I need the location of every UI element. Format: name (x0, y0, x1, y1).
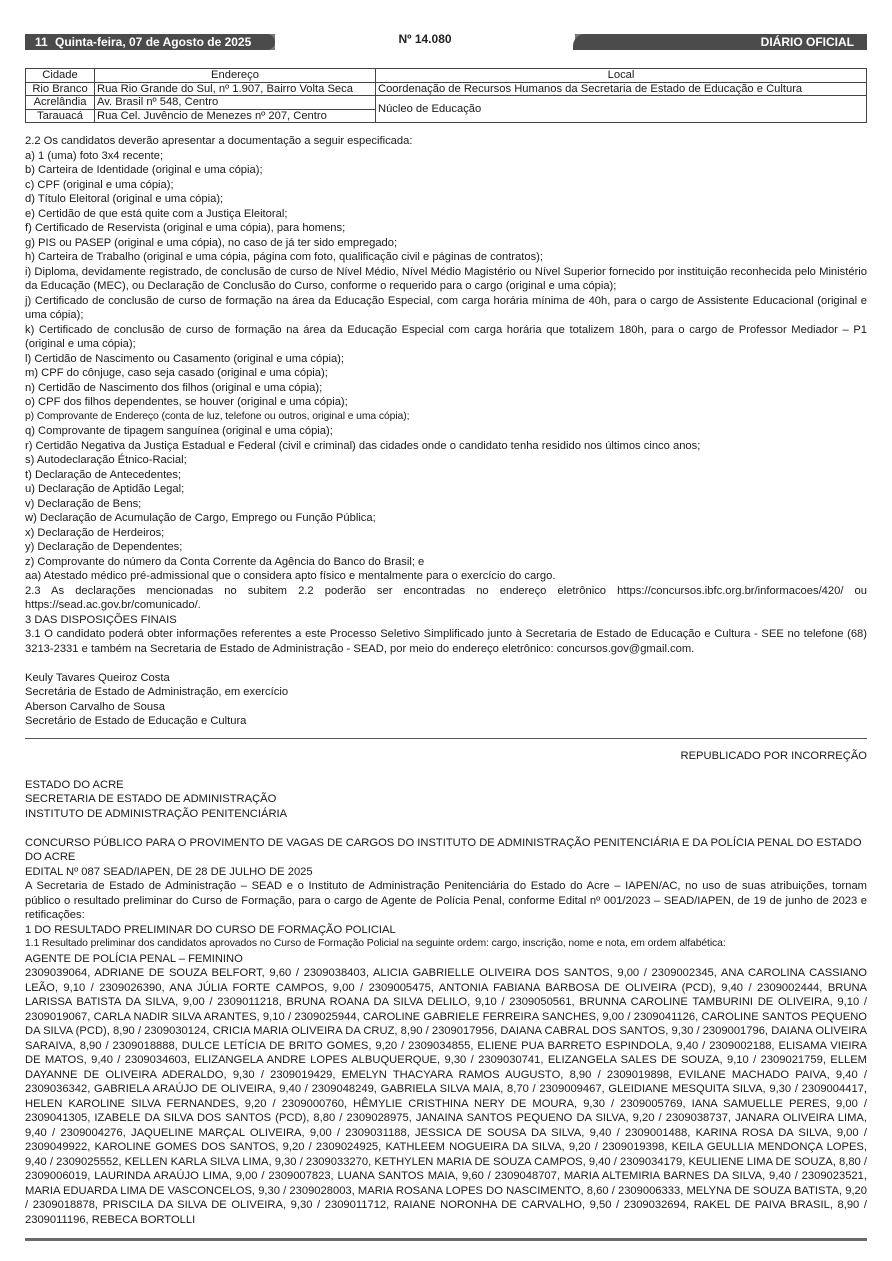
table-row (26, 82, 867, 96)
list-item: f) Certificado de Reservista (original e uma cópia), para homens; (25, 222, 346, 234)
section-title: 1 DO RESULTADO PRELIMINAR DO CURSO DE FORMAÇÃO POLICIAL (25, 923, 396, 936)
list-item: c) CPF (original e uma cópia); (25, 178, 174, 191)
divider (25, 738, 867, 739)
document-list (25, 149, 867, 584)
list-item: w) Declaração de Acumulação de Cargo, Emprego ou Função Pública; (25, 512, 376, 524)
list-item: k) Certificado de conclusão de curso de formação na área da Educação Especial com carga horária que totalizem 180h, para o cargo de Professor Mediador – P1 (original e uma cópia); (25, 323, 867, 350)
signature-block (25, 671, 867, 729)
header-right-tab (573, 34, 867, 50)
list-item: aa) Atestado médico pré-admissional que o considera apto físico e mentalmente para o exercício do cargo. (25, 570, 556, 582)
org-line: SECRETARIA DE ESTADO DE ADMINISTRAÇÃO (25, 793, 277, 805)
list-item: s) Autodeclaração Étnico-Racial; (25, 454, 187, 466)
republished-note: REPUBLICADO POR INCORREÇÃO (680, 749, 867, 762)
list-item: b) Carteira de Identidade (original e uma cópia); (25, 164, 263, 176)
edital-line: EDITAL Nº 087 SEAD/IAPEN, DE 28 DE JULHO DE 2025 (25, 865, 313, 878)
header-middle-tab (275, 30, 575, 50)
paragraph: A Secretaria de Estado de Administração – SEAD e o Instituto de Administração Penitenciária do Estado do Acre – IAPEN/AC, no uso de suas atribuições, tornam público o resultado preliminar do Curso de Formação, para o cargo de Agente de Polícia Penal, conforme Edital nº 001/2023 – SEAD/IAPEN, de 19 de junho de 2023 e retificações: (25, 880, 867, 921)
table-header-row (26, 69, 867, 83)
list-item: e) Certidão de que está quite com a Justiça Eleitoral; (25, 207, 288, 220)
list-item: d) Título Eleitoral (original e uma cópia); (25, 193, 224, 205)
list-item: r) Certidão Negativa da Justiça Estadual e Federal (civil e criminal) das cidades onde o candidato tenha residido nos últimos cinco anos; (25, 439, 701, 452)
address-cell: Av. Brasil nº 548, Centro (95, 96, 376, 110)
address-cell: Rua Rio Grande do Sul, nº 1.907, Bairro Volta Seca (95, 82, 376, 96)
list-item: l) Certidão de Nascimento ou Casamento (original e uma cópia); (25, 352, 344, 365)
city-cell: Acrelândia (26, 96, 95, 110)
list-item: u) Declaração de Aptidão Legal; (25, 483, 185, 495)
bottom-divider (25, 1238, 867, 1241)
paragraph: 2.3 As declarações mencionadas no subitem 2.2 poderão ser encontradas no endereço eletrônico https://concursos.ibfc.org.br/informacoes/420/ ou https://sead.ac.gov.br/comunicado/. (25, 584, 867, 611)
list-item: m) CPF do cônjuge, caso seja casado (original e uma cópia); (25, 367, 328, 379)
document-page (25, 30, 867, 1227)
paragraph: 3.1 O candidato poderá obter informações referentes a este Processo Seletivo Simplificado junto à Secretaria de Estado de Educação e Cultura - SEE no telefone (68) 3213-2331 e também na Secretaria de Estado de Administração - SEAD, por meio do endereço eletrônico: concursos.gov@gmail.com. (25, 628, 867, 655)
list-item: i) Diploma, devidamente registrado, de conclusão de curso de Nível Médio, Nível Médio Magistério ou Nível Superior fornecido por instituição reconhecida pelo Ministério da Educação (MEC), ou Declaração de Conclusão do Curso, conforme o requerido para o cargo (original e uma cópia); (25, 265, 867, 292)
list-item: z) Comprovante do número da Conta Corrente da Agência do Banco do Brasil; e (25, 555, 425, 568)
section-title: 3 DAS DISPOSIÇÕES FINAIS (25, 613, 177, 626)
signer-title: Secretário de Estado de Educação e Cultura (25, 715, 247, 727)
list-item: x) Declaração de Herdeiros; (25, 526, 165, 539)
list-item: v) Declaração de Bens; (25, 497, 142, 510)
address-cell: Rua Cel. Juvêncio de Menezes nº 207, Centro (95, 109, 376, 123)
list-item: j) Certificado de conclusão de curso de formação na área da Educação Especial, com carga horária mínima de 40h, para o cargo de Assistente Educacional (original e uma cópia); (25, 294, 867, 321)
document-body (25, 134, 867, 1227)
list-item: t) Declaração de Antecedentes; (25, 468, 182, 481)
organization-header (25, 778, 867, 822)
document-title: CONCURSO PÚBLICO PARA O PROVIMENTO DE VAGAS DE CARGOS DO INSTITUTO DE ADMINISTRAÇÃO PENITENCIÁRIA E DA POLÍCIA PENAL DO ESTADO DO ACRE (25, 836, 862, 863)
role-title: AGENTE DE POLÍCIA PENAL – FEMININO (25, 952, 243, 965)
locations-table (25, 68, 867, 123)
issue-date: Quinta-feira, 07 de Agosto de 2025 (55, 35, 252, 49)
local-cell: Coordenação de Recursos Humanos da Secretaria de Estado de Educação e Cultura (376, 82, 867, 96)
list-item: p) Comprovante de Endereço (conta de luz, telefone ou outros, original e uma cópia); (25, 410, 410, 422)
list-item: q) Comprovante de tipagem sanguínea (original e uma cópia); (25, 425, 333, 437)
paragraph: 2.2 Os candidatos deverão apresentar a documentação a seguir especificada: (25, 135, 413, 147)
issue-number: Nº 14.080 (398, 32, 452, 46)
header-left-tab (25, 34, 275, 50)
list-item: n) Certidão de Nascimento dos filhos (original e uma cópia); (25, 381, 323, 394)
signer-name: Keuly Tavares Queiroz Costa (25, 671, 170, 684)
signer-title: Secretária de Estado de Administração, em exercício (25, 686, 289, 698)
city-cell: Rio Branco (26, 82, 95, 96)
list-item: o) CPF dos filhos dependentes, se houver (original e uma cópia); (25, 396, 348, 408)
publication-name: DIÁRIO OFICIAL (760, 35, 854, 49)
list-item: h) Carteira de Trabalho (original e uma cópia, página com foto, qualificação civil e páginas de contratos); (25, 251, 544, 263)
column-header: Local (376, 69, 867, 83)
column-header: Endereço (95, 69, 376, 83)
table-row (26, 96, 867, 110)
list-item: y) Declaração de Dependentes; (25, 541, 183, 553)
paragraph: 1.1 Resultado preliminar dos candidatos aprovados no Curso de Formação Policial na seguinte ordem: cargo, inscrição, nome e nota, em ordem alfabética: (25, 938, 726, 949)
org-line: INSTITUTO DE ADMINISTRAÇÃO PENITENCIÁRIA (25, 807, 288, 820)
column-header: Cidade (26, 69, 95, 83)
list-item: g) PIS ou PASEP (original e uma cópia), no caso de já ter sido empregado; (25, 236, 398, 249)
page-header (25, 30, 867, 52)
org-line: ESTADO DO ACRE (25, 778, 124, 791)
city-cell: Tarauacá (26, 109, 95, 123)
list-item: a) 1 (uma) foto 3x4 recente; (25, 149, 164, 162)
page-number: 11 (35, 35, 48, 49)
results-list: 2309039064, ADRIANE DE SOUZA BELFORT, 9,60 / 2309038403, ALICIA GABRIELLE OLIVEIRA DOS SANTOS, 9,00 / 2309002345, ANA CAROLINA CASSIANO LEÃO, 9,10 / 2309026390, ANA JÚLIA FORTE CAMPOS, 9,00 / 2309005475, ANTONIA FABIANA BARBOSA DE OLIVEIRA (PCD), 9,40 / 2309002444, BRUNA LARISSA BATISTA DA SILVA, 9,00 / 2309011218, BRUNA ROANA DA SILVA DELILO, 9,10 / 2309050561, BRUNNA CAROLINE TAMBURINI DE OLIVEIRA, 9,10 / 2309019067, CARLA NADIR SILVA ARANTES, 9,10 / 2309025944, CAROLINE GABRIELE FERREIRA SANCHES, 9,00 / 2309041126, CAROLINE SANTOS PEQUENO DA SILVA (PCD), 8,90 / 2309030124, CRICIA MARIA OLIVEIRA DA CRUZ, 8,90 / 2309017956, DAIANA CABRAL DOS SANTOS, 9,30 / 2309001796, DAIANA OLIVEIRA SARAIVA, 8,90 / 2309018888, DULCE LETÍCIA DE BRITO GOMES, 9,20 / 2309034855, ELIENE PUA BARRETO ESPINDOLA, 9,40 / 2309002188, ELISAMA VIEIRA DE MATOS, 9,40 / 2309034603, ELIZANGELA ANDRE LOPES ALBUQUERQUE, 9,30 / 2309030741, ELIZANGELA SALES DE SOUZA, 9,10 / 2309021759, ELLEM DAYANNE DE OLIVEIRA ADERALDO, 9,30 / 2309019429, EMELYN THACYARA RAMOS AUGUSTO, 8,90 / 2309019898, EVILANE MACHADO PAIVA, 9,40 / 2309036342, GABRIELA ARAÚJO DE OLIVEIRA, 9,40 / 2309048249, GABRIELA SILVA MAIA, 8,70 / 2309009467, GLEIDIANE MESQUITA SILVA, 9,30 / 2309004417, HELEN KAROLINE SILVA FERNANDES, 9,20 / 2309000760, HÊMYLIE CRISTHINA NERY DE MOURA, 9,30 / 2309005769, IANA SAMUELLE PERES, 9,00 / 2309041305, IZABELE DA SILVA DOS SANTOS (PCD), 8,80 / 2309028975, JANAINA SANTOS PEQUENO DA SILVA, 9,20 / 2309038737, JANARA OLIVEIRA LIMA, 9,40 / 2309004276, JAQUELINE MARÇAL OLIVEIRA, 9,00 / 2309031188, JESSICA DE SOUSA DA SILVA, 9,40 / 2309001488, KARINA ROSA DA SILVA, 9,00 / 2309049922, KAROLINE GOMES DOS SANTOS, 9,20 / 2309024925, KATHLEEM NOGUEIRA DA SILVA, 9,20 / 2309019398, KEILA GEULLIA MENDONÇA LOPES, 9,40 / 2309025552, KELLEN KARLA SILVA LIMA, 9,30 / 2309033270, KETHYLEN MARIA DE SOUZA CAMPOS, 9,40 / 2309034179, KEULIENE LIMA DE SOUZA, 8,80 / 2309006019, LAURINDA ARAÚJO LIMA, 9,00 / 2309007823, LUANA SANTOS MAIA, 9,60 / 2309048707, MARIA ALTEMIRIA BARNES DA SILVA, 9,40 / 2309023521, MARIA EDUARDA LIMA DE VASCONCELOS, 9,30 / 2309028003, MARIA ROSANA LOPES DO NASCIMENTO, 8,60 / 2309006333, MELYNA DE SOUZA BATISTA, 9,20 / 2309018878, PRISCILA DA SILVA DE OLIVEIRA, 9,30 / 2309011712, RAIANE NORONHA DE CARVALHO, 9,50 / 2309032694, RAKEL DE PAIVA BRASIL, 8,90 / 2309011196, REBECA BORTOLLI (25, 967, 867, 1226)
signer-name: Aberson Carvalho de Sousa (25, 700, 165, 713)
local-cell: Núcleo de Educação (376, 96, 867, 123)
